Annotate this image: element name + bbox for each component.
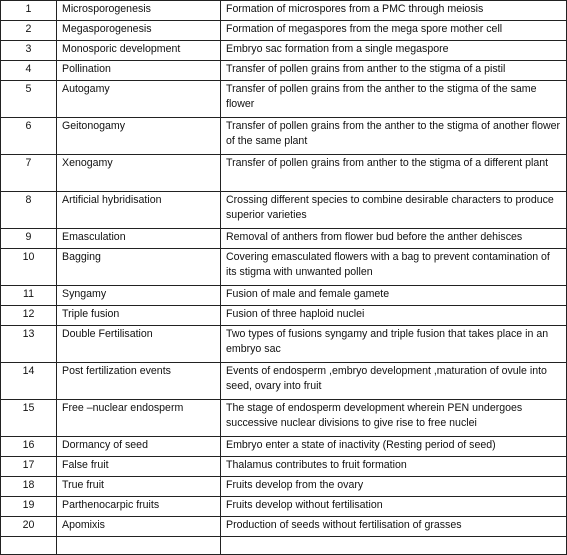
definition-cell: Transfer of pollen grains from anther to the stigma of a different plant	[221, 155, 567, 192]
definition-cell	[221, 537, 567, 555]
definition-cell: Transfer of pollen grains from the anther to the stigma of the same flower	[221, 81, 567, 118]
table-row	[1, 81, 567, 118]
definition-cell: Events of endosperm ,embryo development ,maturation of ovule into seed, ovary into fruit	[221, 363, 567, 400]
definition-cell: Transfer of pollen grains from anther to the stigma of a pistil	[221, 61, 567, 81]
term-cell: Syngamy	[57, 286, 221, 306]
table-row	[1, 286, 567, 306]
definition-cell: Formation of microspores from a PMC through meiosis	[221, 1, 567, 21]
term-cell: Geitonogamy	[57, 118, 221, 155]
definition-cell: Fruits develop from the ovary	[221, 477, 567, 497]
definition-cell: The stage of endosperm development wherein PEN undergoes successive nuclear divisions to give rise to free nuclei	[221, 400, 567, 437]
row-number: 7	[1, 155, 57, 192]
row-number: 20	[1, 517, 57, 537]
table-row	[1, 41, 567, 61]
table-row	[1, 306, 567, 326]
term-cell: Dormancy of seed	[57, 437, 221, 457]
term-cell: Post fertilization events	[57, 363, 221, 400]
definition-cell: Two types of fusions syngamy and triple fusion that takes place in an embryo sac	[221, 326, 567, 363]
row-number: 12	[1, 306, 57, 326]
row-number: 17	[1, 457, 57, 477]
table-row	[1, 363, 567, 400]
term-cell: Pollination	[57, 61, 221, 81]
term-cell: Emasculation	[57, 229, 221, 249]
row-number: 9	[1, 229, 57, 249]
table-row	[1, 497, 567, 517]
row-number: 3	[1, 41, 57, 61]
row-number: 11	[1, 286, 57, 306]
row-number: 16	[1, 437, 57, 457]
row-number: 13	[1, 326, 57, 363]
row-number: 15	[1, 400, 57, 437]
term-cell: Apomixis	[57, 517, 221, 537]
row-number: 2	[1, 21, 57, 41]
term-cell: Autogamy	[57, 81, 221, 118]
table-row	[1, 155, 567, 192]
term-cell: Artificial hybridisation	[57, 192, 221, 229]
table-row	[1, 1, 567, 21]
table-row	[1, 21, 567, 41]
term-cell: Double Fertilisation	[57, 326, 221, 363]
row-number: 19	[1, 497, 57, 517]
row-number: 1	[1, 1, 57, 21]
term-cell: Bagging	[57, 249, 221, 286]
term-cell: Parthenocarpic fruits	[57, 497, 221, 517]
table-row	[1, 229, 567, 249]
row-number: 14	[1, 363, 57, 400]
term-cell: Megasporogenesis	[57, 21, 221, 41]
table-row-continued	[1, 537, 567, 555]
definition-cell: Transfer of pollen grains from the anther to the stigma of another flower of the same plant	[221, 118, 567, 155]
term-cell: Microsporogenesis	[57, 1, 221, 21]
row-number: 8	[1, 192, 57, 229]
table-row	[1, 477, 567, 497]
row-number	[1, 537, 57, 555]
definition-cell: Fusion of male and female gamete	[221, 286, 567, 306]
table-row	[1, 192, 567, 229]
table-row	[1, 400, 567, 437]
row-number: 18	[1, 477, 57, 497]
row-number: 6	[1, 118, 57, 155]
table-row	[1, 457, 567, 477]
definition-cell: Covering emasculated flowers with a bag to prevent contamination of its stigma with unwanted pollen	[221, 249, 567, 286]
definition-cell: Formation of megaspores from the mega spore mother cell	[221, 21, 567, 41]
row-number: 5	[1, 81, 57, 118]
definition-cell: Fusion of three haploid nuclei	[221, 306, 567, 326]
definition-cell: Embryo sac formation from a single megaspore	[221, 41, 567, 61]
row-number: 10	[1, 249, 57, 286]
definition-cell: Thalamus contributes to fruit formation	[221, 457, 567, 477]
table-row	[1, 249, 567, 286]
term-cell: False fruit	[57, 457, 221, 477]
term-cell: Free –nuclear endosperm	[57, 400, 221, 437]
table-row	[1, 118, 567, 155]
table-row	[1, 326, 567, 363]
definition-cell: Embryo enter a state of inactivity (Resting period of seed)	[221, 437, 567, 457]
term-cell: Monosporic development	[57, 41, 221, 61]
term-cell: Xenogamy	[57, 155, 221, 192]
definition-cell: Crossing different species to combine desirable characters to produce superior varieties	[221, 192, 567, 229]
definition-cell: Production of seeds without fertilisation of grasses	[221, 517, 567, 537]
term-cell: True fruit	[57, 477, 221, 497]
table-row	[1, 437, 567, 457]
table-row	[1, 61, 567, 81]
term-cell	[57, 537, 221, 555]
row-number: 4	[1, 61, 57, 81]
definition-cell: Removal of anthers from flower bud before the anther dehisces	[221, 229, 567, 249]
definition-cell: Fruits develop without fertilisation	[221, 497, 567, 517]
term-cell: Triple fusion	[57, 306, 221, 326]
